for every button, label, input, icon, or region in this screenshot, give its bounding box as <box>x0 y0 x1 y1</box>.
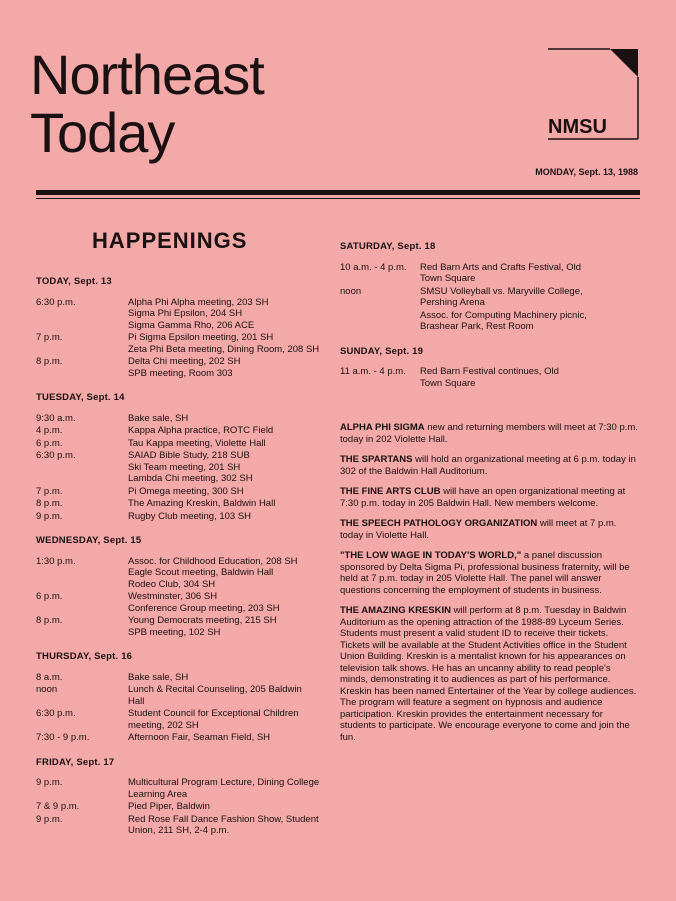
header-rule-thin <box>36 198 640 199</box>
event-time: 6 p.m. <box>36 437 63 449</box>
event-description <box>128 556 336 591</box>
event-description <box>128 684 336 707</box>
event-time: 7 & 9 p.m. <box>36 801 80 812</box>
event-row <box>340 310 640 333</box>
announcement-paragraph <box>340 486 640 509</box>
masthead-line2: Today <box>30 101 175 164</box>
day-heading: FRIDAY, Sept. 17 <box>36 756 115 768</box>
event-time: 9 p.m. <box>36 813 63 825</box>
event-line: Red Barn Arts and Crafts Festival, Old <box>420 261 582 273</box>
event-line: Ski Team meeting, 201 SH <box>128 461 241 473</box>
event-line: Brashear Park, Rest Room <box>420 321 534 332</box>
announcement-lead: THE SPEECH PATHOLOGY ORGANIZATION <box>340 518 538 529</box>
event-description <box>128 413 336 425</box>
event-row <box>36 732 336 744</box>
event-description <box>128 708 336 731</box>
logo-text: NMSU <box>548 116 607 138</box>
event-time: 1:30 p.m. <box>36 555 76 567</box>
event-row <box>36 450 336 485</box>
announcement-text: new and returning members will meet at 7:30 p.m. today in 202 Violette Hall. <box>340 422 638 445</box>
spacer <box>36 745 336 757</box>
event-time: 8 a.m. <box>36 671 63 683</box>
event-time: 9:30 a.m. <box>36 412 76 424</box>
announcements <box>340 422 640 743</box>
event-line: Conference Group meeting, 203 SH <box>128 602 280 614</box>
event-row <box>36 556 336 591</box>
event-row <box>36 332 336 355</box>
left-calendar-column <box>36 276 336 850</box>
event-description <box>128 332 336 355</box>
event-line: Sigma Gamma Rho, 206 ACE <box>128 319 255 331</box>
event-description <box>128 297 336 332</box>
announcement-paragraph <box>340 454 640 477</box>
day-heading: TODAY, Sept. 13 <box>36 276 112 287</box>
day-heading: TUESDAY, Sept. 14 <box>36 392 125 403</box>
masthead-line1: Northeast <box>30 43 264 106</box>
event-line: Kappa Alpha practice, ROTC Field <box>128 425 274 436</box>
issue-date: MONDAY, Sept. 13, 1988 <box>535 167 638 177</box>
event-row <box>36 684 336 707</box>
event-row <box>36 672 336 684</box>
event-line: Sigma Phi Epsilon, 204 SH <box>128 308 243 319</box>
event-time: 8 p.m. <box>36 498 63 509</box>
event-line: Rugby Club meeting, 103 SH <box>128 510 252 522</box>
right-calendar <box>340 241 640 402</box>
announcement-text: will have an open organizational meeting at 7:30 p.m. today in 205 Baldwin Hall. New members welcome. <box>340 486 626 509</box>
event-description <box>420 310 640 333</box>
event-line: Town Square <box>420 273 476 284</box>
announcement-paragraph <box>340 550 640 596</box>
event-row <box>36 814 336 837</box>
event-time: 6:30 p.m. <box>36 708 76 719</box>
announcement-paragraph <box>340 422 640 445</box>
spacer <box>36 380 336 392</box>
event-time: 10 a.m. - 4 p.m. <box>340 261 407 273</box>
event-line: meeting, 202 SH <box>128 719 199 731</box>
event-line: Hall <box>128 695 145 707</box>
announcement-text: a panel discussion sponsored by Delta Sigma Pi, professional business fraternity, will be held at 7 p.m. today in 205 Violette Hall. The panel will answer questions concerning the employment of students in business. <box>340 550 630 596</box>
event-time: 7:30 - 9 p.m. <box>36 732 90 743</box>
announcement-lead: THE AMAZING KRESKIN <box>340 605 452 616</box>
event-row <box>36 615 336 638</box>
event-time: 11 a.m. - 4 p.m. <box>340 366 406 377</box>
event-row <box>340 262 640 285</box>
event-line: Lambda Chi meeting, 302 SH <box>128 473 253 484</box>
event-line: Alpha Phi Alpha meeting, 203 SH <box>128 296 269 308</box>
event-line: Multicultural Program Lecture, Dining College <box>128 777 320 788</box>
announcement-text: will perform at 8 p.m. Tuesday in Baldwin Auditorium as the opening attraction of the 1988-89 Lyceum Series. Students must present a valid student ID to receive their tickets. Tickets will be available at the Student Activities office in the Student Union Building. Kreskin is a mentalist known for his appearances on television talk shows. He has an uncanny ability to read people's minds, demonstrating it to audiences as part of his performance. Kreskin has been named Entertainer of the Year by college audiences. The program will feature a segment on hypnosis and audience participation. Kreskin provides the entertainment necessary for students to participate. We encourage everyone to come and join the fun. <box>340 605 637 743</box>
event-row <box>36 801 336 813</box>
announcement-text: will hold an organizational meeting at 6 p.m. today in 302 of the Baldwin Hall Auditorium. <box>340 454 636 477</box>
event-line: Assoc. for Childhood Education, 208 SH <box>128 555 298 567</box>
day-heading: THURSDAY, Sept. 16 <box>36 651 133 662</box>
spacer <box>36 838 336 850</box>
event-line: Zeta Phi Beta meeting, Dining Room, 208 SH <box>128 343 320 355</box>
event-line: Assoc. for Computing Machinery picnic, <box>420 309 587 321</box>
announcement-paragraph <box>340 518 640 541</box>
event-line: Student Council for Exceptional Children <box>128 708 299 719</box>
event-row <box>36 708 336 731</box>
event-line: Delta Chi meeting, 202 SH <box>128 356 241 367</box>
event-row <box>340 286 640 309</box>
event-row <box>36 425 336 437</box>
event-description <box>128 498 336 510</box>
event-description <box>128 777 336 800</box>
event-line: Pi Sigma Epsilon meeting, 201 SH <box>128 332 274 343</box>
event-time: 6:30 p.m. <box>36 450 76 461</box>
event-description <box>128 672 336 684</box>
spacer <box>340 390 640 402</box>
event-line: Pied Piper, Baldwin <box>128 801 210 812</box>
event-line: Bake sale, SH <box>128 412 189 424</box>
event-line: SPB meeting, Room 303 <box>128 367 233 379</box>
event-line: Lunch & Recital Counseling, 205 Baldwin <box>128 684 302 695</box>
announcement-paragraph <box>340 605 640 743</box>
event-line: Red Rose Fall Dance Fashion Show, Student <box>128 813 319 825</box>
masthead-title <box>30 43 360 164</box>
event-row <box>36 511 336 523</box>
event-description <box>128 425 336 437</box>
event-line: Town Square <box>420 377 476 389</box>
event-line: Tau Kappa meeting, Violette Hall <box>128 437 266 449</box>
event-row <box>36 413 336 425</box>
event-line: Young Democrats meeting, 215 SH <box>128 615 277 626</box>
event-description <box>420 366 640 389</box>
event-time: 4 p.m. <box>36 425 63 436</box>
section-title: HAPPENINGS <box>92 228 248 253</box>
event-line: Red Barn Festival continues, Old <box>420 366 559 377</box>
event-row <box>36 486 336 498</box>
event-time: noon <box>340 285 362 297</box>
announcement-text: will meet at 7 p.m. today in Violette Hall. <box>340 518 617 541</box>
spacer <box>36 523 336 535</box>
event-time: 8 p.m. <box>36 615 63 626</box>
event-line: Bake sale, SH <box>128 671 189 683</box>
event-time: 8 p.m. <box>36 356 63 367</box>
spacer <box>340 334 640 346</box>
event-line: Afternoon Fair, Seaman Field, SH <box>128 732 271 743</box>
event-time: 7 p.m. <box>36 485 63 497</box>
event-description <box>420 286 640 309</box>
event-line: Pershing Arena <box>420 297 485 308</box>
event-row <box>340 366 640 389</box>
spacer <box>36 639 336 651</box>
event-time <box>340 310 420 333</box>
event-line: SPB meeting, 102 SH <box>128 626 221 638</box>
event-time: 7 p.m. <box>36 332 63 343</box>
announcement-lead: "THE LOW WAGE IN TODAY'S WORLD," <box>340 550 522 561</box>
event-description <box>128 511 336 523</box>
event-description <box>128 450 336 485</box>
event-row <box>36 297 336 332</box>
event-line: Pi Omega meeting, 300 SH <box>128 485 244 497</box>
day-heading: WEDNESDAY, Sept. 15 <box>36 535 142 546</box>
event-description <box>128 801 336 813</box>
announcement-lead: ALPHA PHI SIGMA <box>340 422 425 433</box>
event-row <box>36 591 336 614</box>
event-line: Union, 211 SH, 2-4 p.m. <box>128 825 230 836</box>
event-row <box>36 438 336 450</box>
event-time: noon <box>36 684 58 695</box>
event-row <box>36 356 336 379</box>
event-line: The Amazing Kreskin, Baldwin Hall <box>128 498 276 509</box>
event-line: Learning Area <box>128 788 188 800</box>
event-line: SAIAD Bible Study, 218 SUB <box>128 450 250 461</box>
event-line: Eagle Scout meeting, Baldwin Hall <box>128 567 274 578</box>
event-row <box>36 777 336 800</box>
event-time: 9 p.m. <box>36 777 63 788</box>
event-description <box>128 615 336 638</box>
event-description <box>128 732 336 744</box>
event-row <box>36 498 336 510</box>
event-time: 6:30 p.m. <box>36 296 76 308</box>
announcement-lead: THE FINE ARTS CLUB <box>340 486 441 497</box>
day-heading: SUNDAY, Sept. 19 <box>340 345 424 357</box>
event-time: 6 p.m. <box>36 591 63 602</box>
event-line: Rodeo Club, 304 SH <box>128 578 216 590</box>
event-description <box>420 262 640 285</box>
event-time: 9 p.m. <box>36 510 63 522</box>
event-description <box>128 486 336 498</box>
event-description <box>128 591 336 614</box>
right-column <box>340 241 640 752</box>
event-line: Westminster, 306 SH <box>128 591 218 602</box>
event-description <box>128 356 336 379</box>
day-heading: SATURDAY, Sept. 18 <box>340 241 436 252</box>
event-description <box>128 438 336 450</box>
header-rule-thick <box>36 190 640 195</box>
event-line: SMSU Volleyball vs. Maryville College, <box>420 285 583 297</box>
announcement-lead: THE SPARTANS <box>340 454 413 465</box>
event-description <box>128 814 336 837</box>
